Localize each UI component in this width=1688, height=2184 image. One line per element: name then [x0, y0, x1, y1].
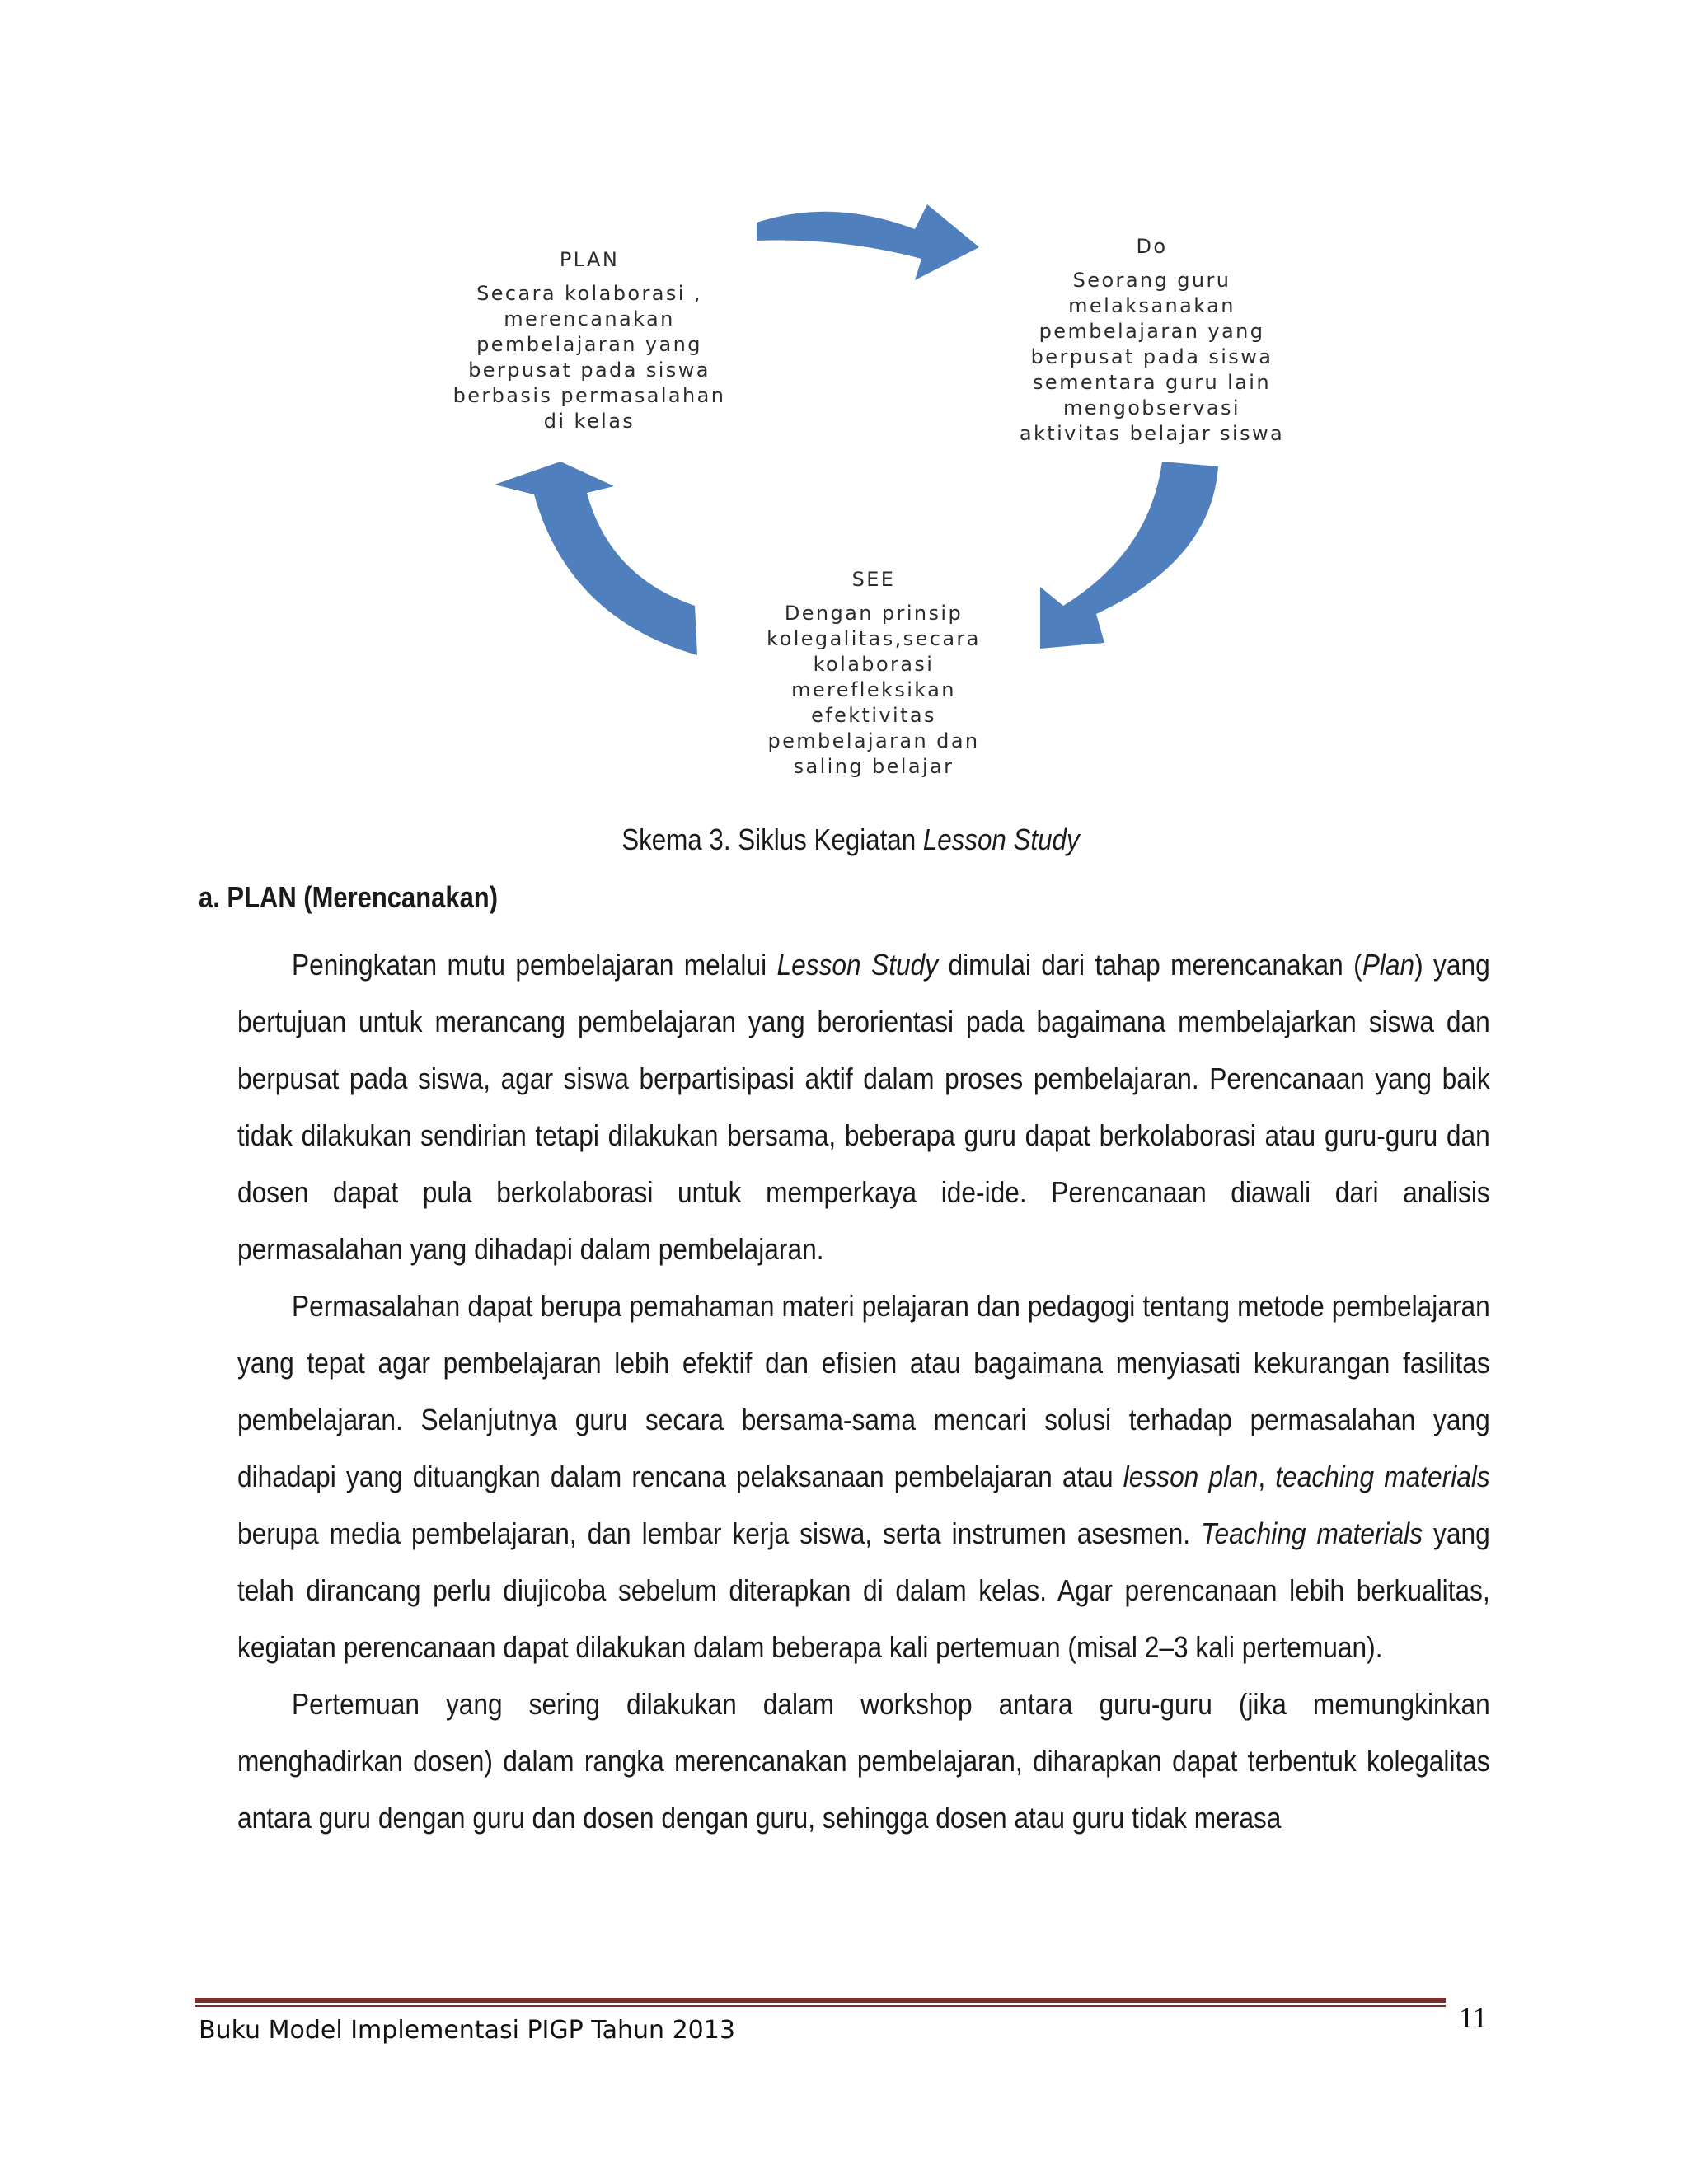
text-run: Permasalahan dapat berupa pemahaman materi pelajaran dan pedagogi tentang metode pembelajaran yang tepat agar pembelajaran lebih efektif dan efisien atau bagaimana menyiasati kekurangan fasilitas pembelajaran. Selanjutnya guru secara bersama-sama mencari solusi terhadap permasalahan yang dihadapi yang dituangkan dalam rencana pelaksanaan pembelajaran atau: [237, 1289, 1490, 1493]
see-line: Dengan prinsip: [784, 602, 964, 625]
do-title: Do: [1136, 235, 1168, 258]
do-line: pembelajaran yang: [1039, 320, 1265, 343]
plan-line: berpusat pada siswa: [468, 359, 710, 382]
do-line: Seorang guru: [1072, 269, 1231, 292]
caption-italic: Lesson Study: [922, 823, 1080, 856]
arrow-see-to-plan: [495, 462, 697, 655]
paragraph: [237, 1277, 1490, 1675]
see-title: SEE: [851, 568, 896, 591]
text-run-italic: teaching materials: [1275, 1460, 1490, 1493]
arrow-do-to-see: [1040, 462, 1218, 649]
footer-rule-thin: [195, 2005, 1446, 2007]
see-line: merefleksikan: [791, 678, 956, 701]
page-number: 11: [1459, 2001, 1488, 2034]
text-run: ,: [1258, 1460, 1276, 1493]
text-run: berupa media pembelajaran, dan lembar kerja siswa, serta instrumen asesmen.: [237, 1516, 1202, 1550]
do-description: [989, 234, 1315, 447]
plan-line: di kelas: [543, 410, 635, 433]
text-run: yang telah dirancang perlu diujicoba sebelum diterapkan di dalam kelas. Agar perencanaan lebih berkualitas, kegiatan perencanaan dapat dilakukan dalam beberapa kali pertemuan (misal 2–3 kali pertemuan).: [237, 1516, 1490, 1664]
see-description: [725, 567, 1022, 780]
do-line: aktivitas belajar siswa: [1019, 422, 1285, 445]
arrow-plan-to-do: [757, 204, 979, 280]
see-line: kolaborasi: [813, 653, 935, 676]
see-line: pembelajaran dan: [767, 729, 980, 752]
text-run: ) yang bertujuan untuk merancang pembelajaran yang berorientasi pada bagaimana membelajarkan siswa dan berpusat pada siswa, agar siswa berpartisipasi aktif dalam proses pembelajaran. Perencanaan yang baik tidak dilakukan sendirian tetapi dilakukan bersama, beberapa guru dapat berkolaborasi atau guru-guru dan dosen dapat pula berkolaborasi untuk memperkaya ide-ide. Perencanaan diawali dari analisis permasalahan yang dihadapi dalam pembelajaran.: [237, 948, 1490, 1266]
do-line: mengobservasi: [1063, 396, 1240, 419]
footer-rule-thick: [195, 1998, 1446, 2003]
see-line: efektivitas: [811, 704, 936, 727]
plan-line: pembelajaran yang: [476, 333, 702, 356]
do-line: berpusat pada siswa: [1030, 345, 1273, 368]
body-text: [237, 936, 1490, 1846]
text-run-italic: Lesson Study: [776, 948, 939, 982]
text-run-italic: lesson plan: [1123, 1460, 1259, 1493]
text-run-italic: Plan: [1362, 948, 1415, 982]
footer-text: Buku Model Implementasi PIGP Tahun 2013: [199, 2016, 735, 2045]
plan-line: berbasis permasalahan: [452, 384, 726, 407]
footer-rule: [195, 1998, 1446, 2008]
section-heading: a. PLAN (Merencanakan): [199, 880, 499, 914]
see-line: saling belajar: [793, 755, 954, 778]
text-run-italic: Teaching materials: [1201, 1516, 1423, 1550]
do-line: melaksanakan: [1068, 294, 1236, 317]
figure-caption: [116, 823, 1585, 857]
caption-text: Skema 3. Siklus Kegiatan: [621, 823, 923, 856]
see-line: kolegalitas,secara: [767, 627, 981, 650]
text-run: dimulai dari tahap merencanakan (: [938, 948, 1362, 982]
text-run: Peningkatan mutu pembelajaran melalui: [292, 948, 777, 982]
paragraph: [237, 936, 1490, 1277]
plan-description: [412, 247, 767, 434]
do-line: sementara guru lain: [1033, 371, 1271, 394]
plan-line: merencanakan: [504, 307, 675, 330]
plan-line: Secara kolaborasi ,: [476, 282, 702, 305]
paragraph: Pertemuan yang sering dilakukan dalam workshop antara guru-guru (jika memungkinkan menghadirkan dosen) dalam rangka merencanakan pembelajaran, diharapkan dapat terbentuk kolegalitas antara guru dengan guru dan dosen dengan guru, sehingga dosen atau guru tidak merasa: [237, 1687, 1490, 1835]
plan-title: PLAN: [559, 248, 620, 271]
